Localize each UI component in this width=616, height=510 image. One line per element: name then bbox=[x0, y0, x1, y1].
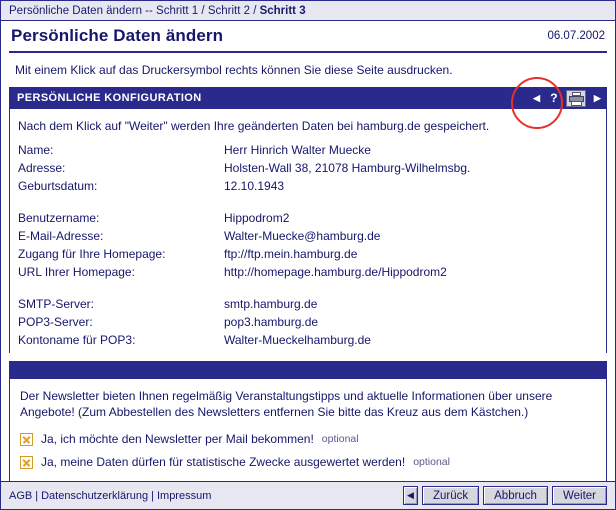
page-title: Persönliche Daten ändern bbox=[11, 26, 224, 45]
footer-link-impressum[interactable]: Impressum bbox=[156, 489, 212, 502]
help-icon[interactable]: ? bbox=[550, 91, 558, 105]
section-header bbox=[9, 87, 607, 109]
newsletter-option-optional: optional bbox=[321, 433, 359, 446]
field-value: http://homepage.hamburg.de/Hippodrom2 bbox=[224, 265, 447, 279]
footer-separator: | bbox=[151, 489, 154, 502]
table-row bbox=[18, 159, 470, 177]
footer-separator: | bbox=[35, 489, 39, 502]
table-row bbox=[18, 263, 470, 281]
statistics-option-label: Ja, meine Daten dürfen für statistische Zwecke ausgewertet werden! bbox=[41, 455, 406, 470]
table-spacer bbox=[18, 195, 470, 209]
field-value: pop3.hamburg.de bbox=[224, 315, 319, 329]
breadcrumb-separator-2: / bbox=[250, 4, 260, 17]
panel-lead-text: Nach dem Klick auf "Weiter" werden Ihre geänderten Daten bei hamburg.de gespeichert. bbox=[18, 119, 490, 133]
field-label: Benutzername: bbox=[18, 211, 100, 225]
statistics-option-optional: optional bbox=[413, 456, 450, 469]
newsletter-checkbox[interactable] bbox=[20, 433, 33, 446]
table-row bbox=[18, 295, 470, 313]
back-arrow-icon[interactable]: ◀ bbox=[403, 486, 418, 505]
footer-link-datenschutz[interactable]: Datenschutzerklärung bbox=[41, 489, 149, 502]
table-row bbox=[18, 227, 470, 245]
field-label: URL Ihrer Homepage: bbox=[18, 265, 135, 279]
cancel-button[interactable]: Abbruch bbox=[483, 486, 548, 505]
section-toolbar bbox=[531, 87, 603, 109]
field-label: E-Mail-Adresse: bbox=[18, 229, 104, 243]
configuration-panel bbox=[9, 109, 607, 353]
table-row bbox=[18, 141, 470, 159]
footer-links bbox=[9, 490, 211, 502]
newsletter-option-row[interactable] bbox=[20, 432, 596, 446]
personal-data-table bbox=[18, 141, 470, 349]
field-label: POP3-Server: bbox=[18, 315, 93, 329]
breadcrumb-step-2[interactable]: Schritt 2 bbox=[207, 4, 250, 17]
field-label: Geburtsdatum: bbox=[18, 179, 98, 193]
table-row bbox=[18, 313, 470, 331]
field-label: Name: bbox=[18, 143, 54, 157]
table-row bbox=[18, 209, 470, 227]
field-value: smtp.hamburg.de bbox=[224, 297, 318, 311]
footer-link-agb[interactable]: AGB bbox=[9, 489, 33, 502]
table-spacer bbox=[18, 281, 470, 295]
intro-text: Mit einem Klick auf das Druckersymbol rechts können Sie diese Seite ausdrucken. bbox=[15, 63, 453, 77]
field-label: Kontoname für POP3: bbox=[18, 333, 136, 347]
section-divider-band bbox=[9, 361, 607, 379]
field-value: Walter-Mueckelhamburg.de bbox=[224, 333, 371, 347]
next-arrow-icon[interactable]: ▶ bbox=[592, 91, 603, 105]
newsletter-panel bbox=[9, 379, 607, 491]
section-title: PERSÖNLICHE KONFIGURATION bbox=[17, 92, 202, 104]
footer-navigation bbox=[403, 486, 607, 505]
field-value: ftp://ftp.mein.hamburg.de bbox=[224, 247, 358, 261]
statistics-option-row[interactable] bbox=[20, 455, 596, 469]
table-row bbox=[18, 331, 470, 349]
field-value: Herr Hinrich Walter Muecke bbox=[224, 143, 371, 157]
breadcrumb-step-3: Schritt 3 bbox=[259, 4, 306, 17]
printer-icon-output bbox=[571, 101, 582, 106]
prev-arrow-icon[interactable]: ◀ bbox=[531, 91, 542, 105]
breadcrumb bbox=[1, 1, 615, 21]
personal-data-body bbox=[18, 141, 470, 349]
title-row bbox=[1, 21, 615, 51]
footer-bar bbox=[1, 481, 615, 509]
breadcrumb-separator-1: / bbox=[198, 4, 208, 17]
field-value: Hippodrom2 bbox=[224, 211, 290, 225]
field-value: 12.10.1943 bbox=[224, 179, 285, 193]
next-button[interactable]: Weiter bbox=[552, 486, 607, 505]
newsletter-option-label: Ja, ich möchte den Newsletter per Mail bekommen! bbox=[41, 432, 314, 447]
field-value: Walter-Muecke@hamburg.de bbox=[224, 229, 381, 243]
field-label: SMTP-Server: bbox=[18, 297, 95, 311]
statistics-checkbox[interactable] bbox=[20, 456, 33, 469]
breadcrumb-step-1[interactable]: Persönliche Daten ändern -- Schritt 1 bbox=[9, 4, 199, 17]
field-value: Holsten-Wall 38, 21078 Hamburg-Wilhelmsbg. bbox=[224, 161, 471, 175]
newsletter-description: Der Newsletter bieten Ihnen regelmäßig Veranstaltungstipps und aktuelle Informationen über unsere Angebote! (Zum Abbestellen des Newsletters entfernen Sie bitte das Kreuz aus dem Kästchen.) bbox=[20, 389, 553, 420]
back-button[interactable]: Zurück bbox=[422, 486, 479, 505]
table-row bbox=[18, 177, 470, 195]
printer-icon[interactable] bbox=[566, 90, 586, 107]
field-label: Zugang für Ihre Homepage: bbox=[18, 247, 166, 261]
table-row bbox=[18, 245, 470, 263]
field-label: Adresse: bbox=[18, 161, 66, 175]
page-date: 06.07.2002 bbox=[547, 30, 605, 42]
